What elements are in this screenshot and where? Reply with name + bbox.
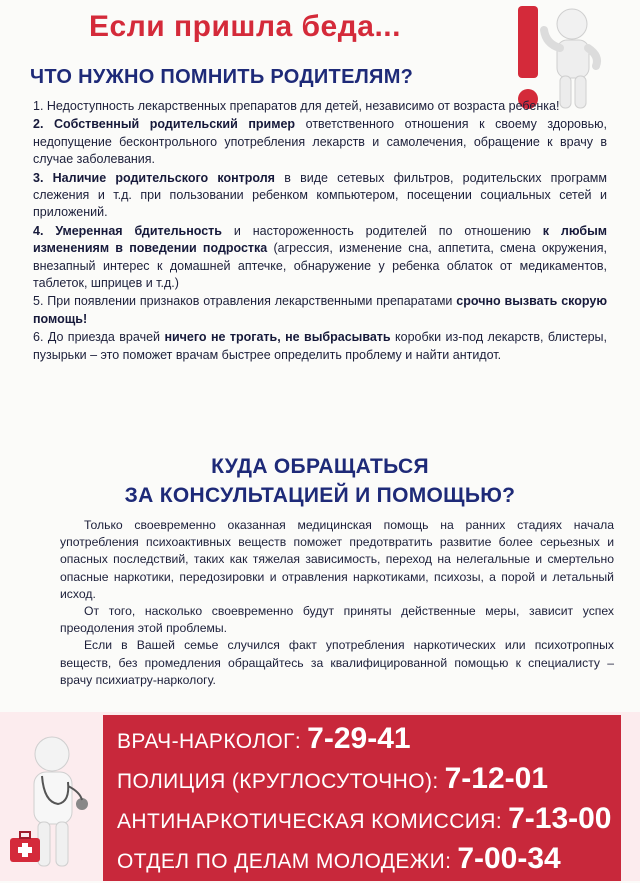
- contact-number[interactable]: 7-12-01: [444, 762, 549, 795]
- parents-heading: ЧТО НУЖНО ПОМНИТЬ РОДИТЕЛЯМ?: [30, 66, 414, 88]
- contact-row: [117, 840, 561, 878]
- contact-label: ВРАЧ-НАРКОЛОГ:: [117, 730, 302, 753]
- contact-row: [117, 760, 548, 798]
- list-item: 3. Наличие родительского контроля в виде сетевых фильтров, родительских программ слежения и т.д. при пользовании ребенком компьютером, посещении социальных сетей и приложений.: [33, 170, 607, 220]
- list-item: 4. Умеренная бдительность и настороженность родителей по отношению к любым изменениям в поведении подростка (агрессия, изменение сна, аппетита, смена окружения, внезапный интерес к домашней аптечке, обнаружение у ребенка облаток от медикаментов, таблеток, шприцев и т.д.): [33, 223, 607, 291]
- paragraph: Если в Вашей семье случился факт употребления наркотических или психотропных веществ, без промедления обращайтесь за квалифицированной помощью к специалисту – врачу психиатру-наркологу.: [60, 638, 614, 687]
- list-item: 2. Собственный родительский пример ответственного отношения к своему здоровью, недопущение бесконтрольного употребления лекарств и самолечения, обращение к врачу в случае заболевания.: [33, 117, 607, 167]
- help-text: [60, 517, 614, 689]
- doctor-figure-icon: [4, 712, 104, 881]
- paragraph: Только своевременно оказанная медицинская помощь на ранних стадиях начала употребления психоактивных веществ поможет предотвратить развитие более серьезных и опасных последствий, таких как тяжелая зависимость, переход на нелегальные и смертельно опасные наркотики, передозировки и отравления наркотиками, психозы, а порой и летальный исход.: [60, 518, 614, 601]
- list-item: 1. Недоступность лекарственных препаратов для детей, независимо от возраста ребенка!: [33, 99, 560, 113]
- contact-label: ПОЛИЦИЯ (КРУГЛОСУТОЧНО):: [117, 770, 439, 793]
- paragraph: От того, насколько своевременно будут приняты действенные меры, зависит успех преодоления этой проблемы.: [60, 604, 614, 636]
- page-title: Если пришла беда...: [89, 10, 401, 43]
- contact-number[interactable]: 7-00-34: [457, 842, 561, 875]
- contacts-panel: [103, 715, 621, 881]
- contact-number[interactable]: 7-13-00: [508, 802, 612, 835]
- contact-number[interactable]: 7-29-41: [307, 722, 411, 755]
- help-heading-line2: ЗА КОНСУЛЬТАЦИЕЙ И ПОМОЩЬЮ?: [124, 484, 516, 507]
- list-item: 6. До приезда врачей ничего не трогать, не выбрасывать коробки из-под лекарств, блистеры, пузырьки – это поможет врачам быстрее определить проблему и найти антидот.: [33, 330, 607, 362]
- contact-row: [117, 720, 411, 758]
- contact-label: АНТИНАРКОТИЧЕСКАЯ КОМИССИЯ:: [117, 810, 503, 833]
- contact-row: [117, 800, 611, 838]
- contact-label: ОТДЕЛ ПО ДЕЛАМ МОЛОДЕЖИ:: [117, 850, 452, 873]
- help-heading-line1: КУДА ОБРАЩАТЬСЯ: [211, 455, 429, 478]
- parents-list: [33, 98, 607, 365]
- list-item: 5. При появлении признаков отравления лекарственными препаратами срочно вызвать скорую помощь!: [33, 294, 608, 326]
